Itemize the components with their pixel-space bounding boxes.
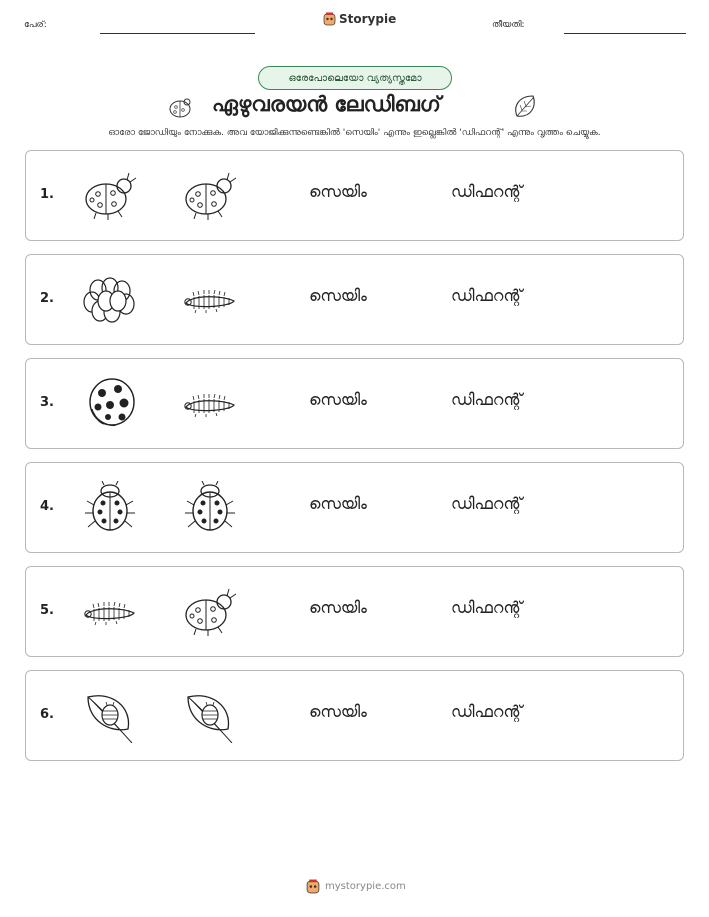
same-option[interactable]: സെയിം	[309, 390, 367, 409]
name-label: പേര്:	[24, 20, 47, 30]
different-option[interactable]: ഡിഫറന്റ്	[451, 494, 523, 513]
worksheet-type-tag: ഒരേപോലെയോ വ്യത്യസ്തമോ	[258, 66, 452, 90]
ladybug-top-icon	[78, 481, 142, 535]
leaf-icon	[511, 92, 541, 122]
question-number: 1.	[40, 187, 54, 202]
same-option[interactable]: സെയിം	[309, 598, 367, 617]
ladybug-outline-icon	[78, 169, 142, 223]
ladybug-outline-icon	[178, 585, 242, 639]
storypie-mascot-icon	[323, 12, 336, 26]
different-option[interactable]: ഡിഫറന്റ്	[451, 702, 523, 721]
question-row-4	[25, 462, 684, 553]
name-field[interactable]	[100, 33, 255, 34]
ladybug-icon	[166, 94, 194, 120]
ladybug-top-icon	[178, 481, 242, 535]
different-option[interactable]: ഡിഫറന്റ്	[451, 598, 523, 617]
question-row-2	[25, 254, 684, 345]
title-row	[0, 88, 709, 126]
question-number: 4.	[40, 499, 54, 514]
different-option[interactable]: ഡിഫറന്റ്	[451, 286, 523, 305]
date-label: തീയതി:	[492, 20, 525, 30]
worksheet-header	[0, 0, 709, 50]
larva-icon	[78, 585, 142, 639]
larva-icon	[178, 377, 242, 431]
leaf-pupa-icon	[78, 689, 142, 743]
question-number: 6.	[40, 707, 54, 722]
ladybug-spotted-icon	[78, 377, 142, 431]
egg-cluster-icon	[78, 273, 142, 327]
instructions-text: ഓരോ ജോഡിയും നോക്കുക. അവ യോജിക്കുന്നുണ്ടെങ്കിൽ 'സെയിം' എന്നും ഇല്ലെങ്കിൽ 'ഡിഫറന്റ്' എന്നും വൃത്തം ചെയ്യുക.	[108, 128, 601, 138]
same-option[interactable]: സെയിം	[309, 182, 367, 201]
storypie-logo	[323, 12, 396, 26]
question-row-3	[25, 358, 684, 449]
date-field[interactable]	[564, 33, 686, 34]
different-option[interactable]: ഡിഫറന്റ്	[451, 390, 523, 409]
same-option[interactable]: സെയിം	[309, 494, 367, 513]
leaf-pupa-icon	[178, 689, 242, 743]
brand-name: Storypie	[339, 12, 397, 26]
same-option[interactable]: സെയിം	[309, 702, 367, 721]
different-option[interactable]: ഡിഫറന്റ്	[451, 182, 523, 201]
question-row-6	[25, 670, 684, 761]
question-number: 3.	[40, 395, 54, 410]
worksheet-title: ഏഴുവരയൻ ലേഡിബഗ്	[212, 92, 441, 116]
question-row-1	[25, 150, 684, 241]
same-option[interactable]: സെയിം	[309, 286, 367, 305]
larva-icon	[178, 273, 242, 327]
footer-site-link[interactable]: mystorypie.com	[325, 881, 406, 892]
question-row-5	[25, 566, 684, 657]
footer	[306, 879, 406, 894]
question-number: 2.	[40, 291, 54, 306]
ladybug-outline-icon	[178, 169, 242, 223]
question-number: 5.	[40, 603, 54, 618]
storypie-mascot-icon	[306, 879, 320, 894]
